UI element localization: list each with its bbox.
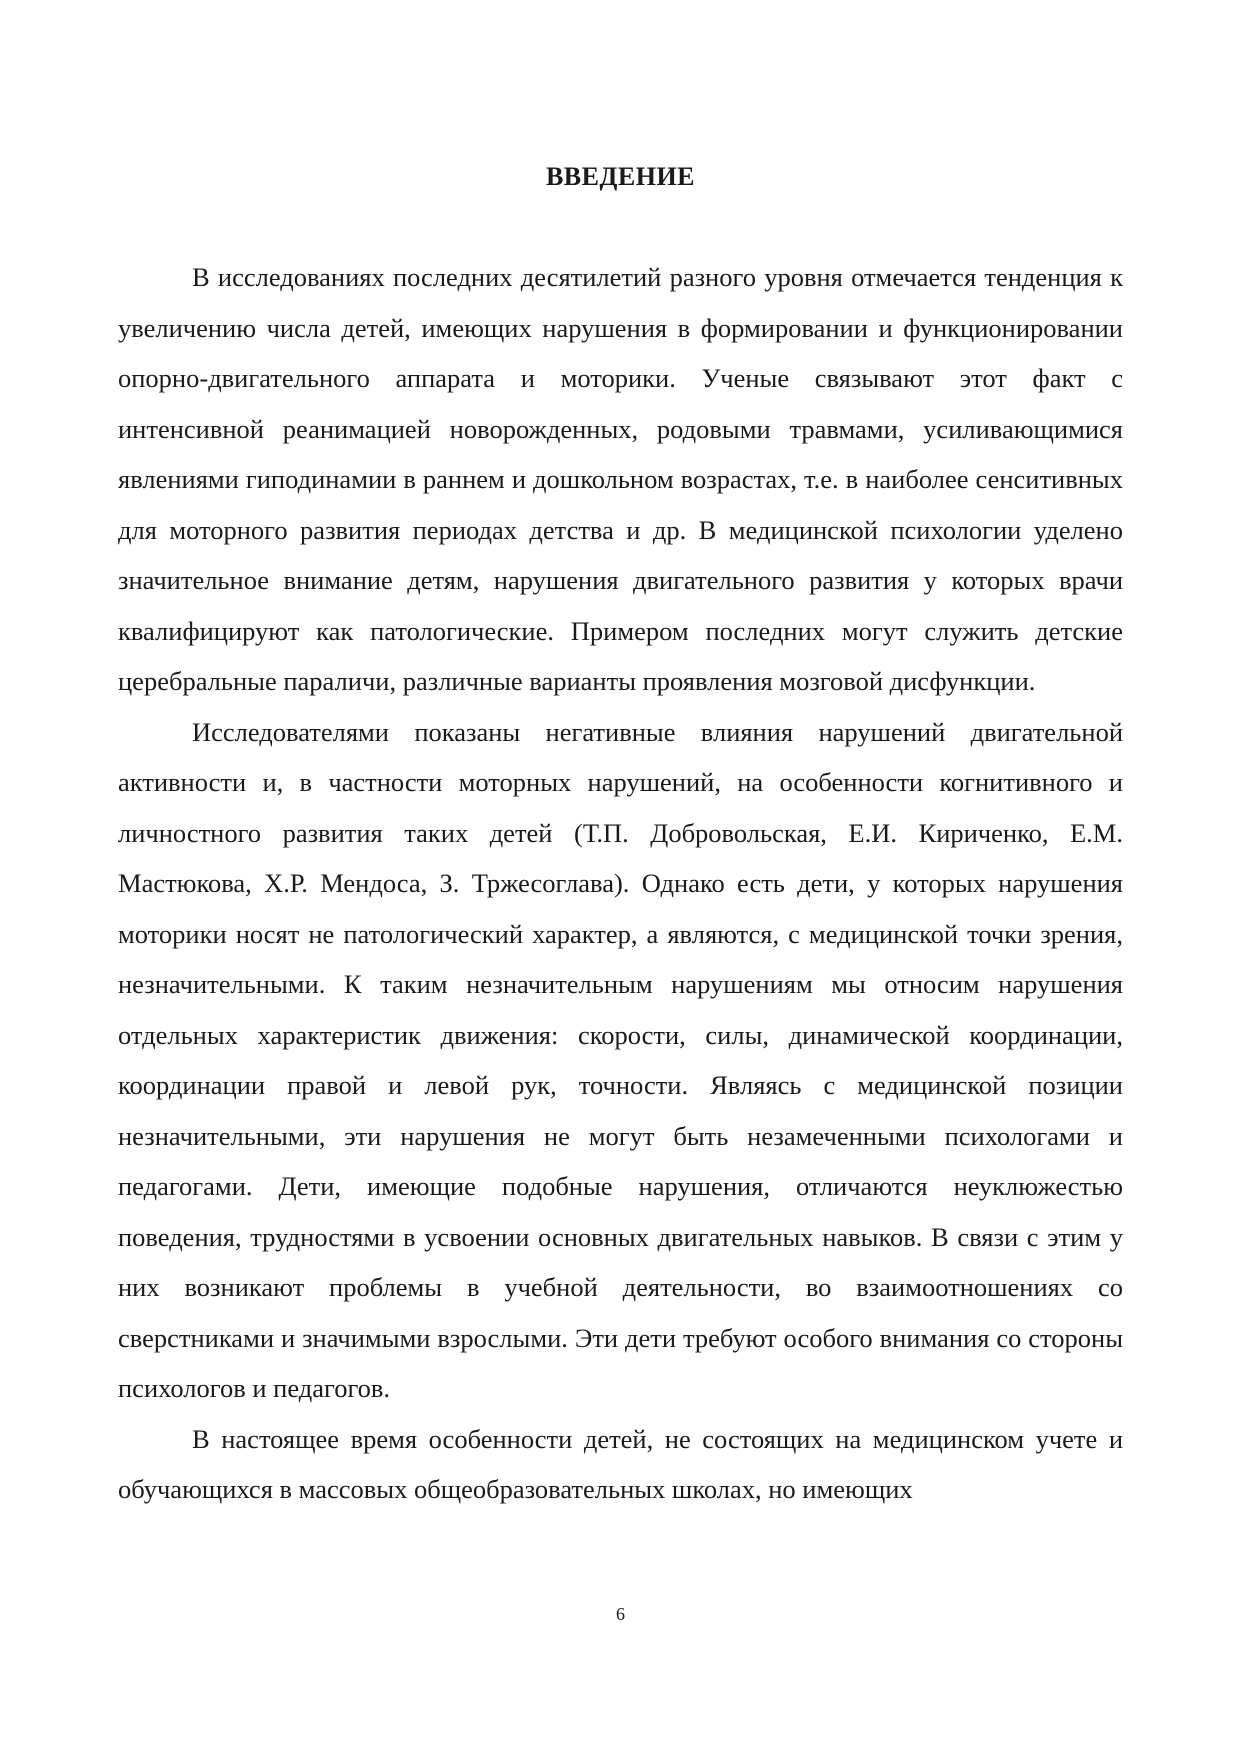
paragraph-3: В настоящее время особенности детей, не состоящих на медицинском учете и обучающихся в массовых общеобразовательных школах, но имеющих bbox=[118, 1423, 1123, 1504]
paragraph-1: В исследованиях последних десятилетий разного уровня отмечается тенденция к увеличению числа детей, имеющих нарушения в формировании и функционировании опорно-двигательного аппарата и моторики. Ученые связывают этот факт с интенсивной реанимацией новорожденных, родовыми травмами, усиливающимися явлениями гиподинамии в раннем и дошкольном возрастах, т.е. в наиболее сенситивных для моторного развития периодах детства и др. В медицинской психологии уделено значительное внимание детям, нарушения двигательного развития у которых врачи квалифицируют как патологические. Примером последних могут служить детские церебральные параличи, различные варианты проявления мозговой дисфункции. bbox=[118, 262, 1123, 696]
paragraph-2: Исследователями показаны негативные влияния нарушений двигательной активности и, в частности моторных нарушений, на особенности когнитивного и личностного развития таких детей (Т.П. Добровольская, Е.И. Кириченко, Е.М. Мастюкова, Х.Р. Мендоса, З. Тржесоглава). Однако есть дети, у которых нарушения моторики носят не патологический характер, а являются, с медицинской точки зрения, незначительными. К таким незначительным нарушениям мы относим нарушения отдельных характеристик движения: скорости, силы, динамической координации, координации правой и левой рук, точности. Являясь с медицинской позиции незначительными, эти нарушения не могут быть незамеченными психологами и педагогами. Дети, имеющие подобные нарушения, отличаются неуклюжестью поведения, трудностями в усвоении основных двигательных навыков. В связи с этим у них возникают проблемы в учебной деятельности, во взаимоотношениях со сверстниками и значимыми взрослыми. Эти дети требуют особого внимания со стороны психологов и педагогов. bbox=[118, 716, 1123, 1403]
document-body bbox=[118, 252, 1123, 1515]
page-number: 6 bbox=[616, 1604, 625, 1624]
page-title: ВВЕДЕНИЕ bbox=[545, 162, 696, 191]
